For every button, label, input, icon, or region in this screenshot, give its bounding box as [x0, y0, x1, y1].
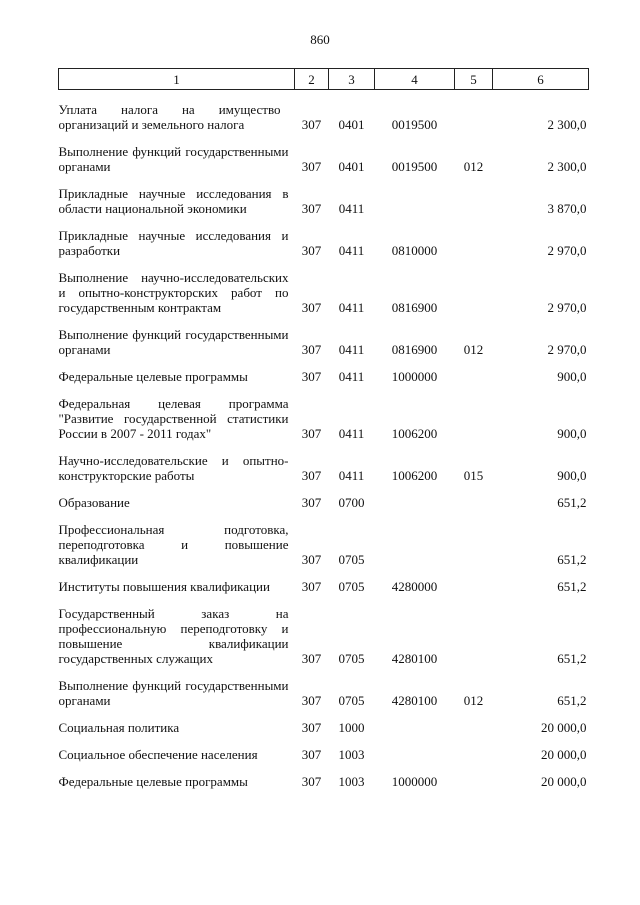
row-cs	[375, 516, 455, 573]
row-ved: 307	[301, 747, 322, 762]
column-header: 4	[375, 69, 455, 90]
table-row	[59, 489, 589, 516]
row-ved: 307	[301, 369, 322, 384]
row-rz: 1000	[338, 720, 365, 735]
row-vr: 015	[463, 468, 484, 483]
row-ved: 307	[301, 117, 322, 132]
table-row	[59, 90, 589, 139]
table-row	[59, 714, 589, 741]
row-rz: 0411	[338, 201, 365, 216]
row-name: Федеральная целевая программа "Развитие государственной статистики России в 2007 - 2011 годах"	[58, 396, 289, 441]
row-sum: 651,2	[557, 693, 587, 708]
row-ved: 307	[301, 774, 322, 789]
row-ved: 307	[301, 552, 322, 567]
row-ved: 307	[301, 693, 322, 708]
table-row	[59, 672, 589, 714]
row-vr: 012	[463, 342, 484, 357]
row-rz: 0401	[338, 159, 365, 174]
column-header: 6	[493, 69, 589, 90]
table-row	[59, 516, 589, 573]
row-cs	[375, 714, 455, 741]
column-header: 3	[329, 69, 375, 90]
column-header: 5	[455, 69, 493, 90]
row-cs: 1006200	[391, 468, 438, 483]
row-name: Государственный заказ на профессиональную переподготовку и повышение квалификации государственных служащих	[58, 606, 289, 666]
row-cs: 4280100	[391, 651, 438, 666]
row-sum: 900,0	[557, 468, 587, 483]
row-vr	[455, 516, 493, 573]
row-vr	[455, 222, 493, 264]
table-row	[59, 138, 589, 180]
row-rz: 0411	[338, 468, 365, 483]
row-ved: 307	[301, 201, 322, 216]
row-sum: 2 300,0	[547, 117, 587, 132]
row-vr	[455, 600, 493, 672]
table-row	[59, 264, 589, 321]
row-rz: 0705	[338, 693, 365, 708]
budget-table	[58, 68, 589, 795]
row-sum: 900,0	[557, 369, 587, 384]
row-sum: 3 870,0	[547, 201, 587, 216]
row-name: Федеральные целевые программы	[58, 774, 248, 789]
row-vr	[455, 489, 493, 516]
row-sum: 651,2	[557, 495, 587, 510]
row-rz: 0411	[338, 300, 365, 315]
row-cs	[375, 489, 455, 516]
row-sum: 900,0	[557, 426, 587, 441]
row-sum: 651,2	[557, 579, 587, 594]
row-name: Образование	[58, 495, 130, 510]
row-name: Выполнение функций государственными органами	[58, 327, 289, 357]
row-ved: 307	[301, 495, 322, 510]
row-rz: 0411	[338, 369, 365, 384]
row-ved: 307	[301, 300, 322, 315]
row-rz: 0401	[338, 117, 365, 132]
table-row	[59, 321, 589, 363]
row-cs: 4280100	[391, 693, 438, 708]
row-cs: 0019500	[391, 117, 438, 132]
row-cs: 4280000	[391, 579, 438, 594]
table-row	[59, 600, 589, 672]
row-ved: 307	[301, 468, 322, 483]
row-rz: 0705	[338, 651, 365, 666]
row-rz: 0411	[338, 342, 365, 357]
table-row	[59, 573, 589, 600]
row-rz: 0705	[338, 579, 365, 594]
table-row	[59, 390, 589, 447]
row-sum: 651,2	[557, 552, 587, 567]
row-cs: 1000000	[391, 369, 438, 384]
row-name: Федеральные целевые программы	[58, 369, 248, 384]
row-ved: 307	[301, 720, 322, 735]
table-row	[59, 447, 589, 489]
row-vr	[455, 90, 493, 139]
header-row	[59, 69, 589, 90]
row-name: Научно-исследовательские и опытно-конструкторские работы	[58, 453, 289, 483]
row-name: Прикладные научные исследования в области национальной экономики	[58, 186, 289, 216]
row-rz: 0411	[338, 426, 365, 441]
row-rz: 0411	[338, 243, 365, 258]
table-row	[59, 363, 589, 390]
row-ved: 307	[301, 579, 322, 594]
column-header: 2	[295, 69, 329, 90]
row-cs: 0816900	[391, 300, 438, 315]
row-vr	[455, 573, 493, 600]
row-ved: 307	[301, 426, 322, 441]
row-cs	[375, 741, 455, 768]
row-cs: 0810000	[391, 243, 438, 258]
row-ved: 307	[301, 159, 322, 174]
table-row	[59, 222, 589, 264]
page-number: 860	[310, 32, 330, 47]
row-sum: 20 000,0	[541, 774, 587, 789]
row-rz: 1003	[338, 774, 365, 789]
row-vr: 012	[463, 693, 484, 708]
row-name: Социальная политика	[58, 720, 180, 735]
row-sum: 2 300,0	[547, 159, 587, 174]
row-vr	[455, 390, 493, 447]
row-name: Выполнение функций государственными органами	[58, 678, 289, 708]
row-ved: 307	[301, 243, 322, 258]
row-rz: 1003	[338, 747, 365, 762]
row-cs: 0816900	[391, 342, 438, 357]
row-vr	[455, 714, 493, 741]
row-name: Институты повышения квалификации	[58, 579, 270, 594]
table-row	[59, 180, 589, 222]
row-ved: 307	[301, 651, 322, 666]
table-row	[59, 768, 589, 795]
row-name: Профессиональная подготовка, переподготовка и повышение квалификации	[58, 522, 289, 567]
row-vr	[455, 363, 493, 390]
row-vr	[455, 768, 493, 795]
row-sum: 2 970,0	[547, 342, 587, 357]
row-sum: 651,2	[557, 651, 587, 666]
row-sum: 20 000,0	[541, 720, 587, 735]
row-name: Выполнение научно-исследовательских и опытно-конструкторских работ по государственным контрактам	[58, 270, 289, 315]
row-vr	[455, 741, 493, 768]
row-cs: 0019500	[391, 159, 438, 174]
row-rz: 0705	[338, 552, 365, 567]
row-vr	[455, 264, 493, 321]
table-row	[59, 741, 589, 768]
row-sum: 20 000,0	[541, 747, 587, 762]
row-sum: 2 970,0	[547, 300, 587, 315]
row-cs: 1006200	[391, 426, 438, 441]
row-cs: 1000000	[391, 774, 438, 789]
row-name: Социальное обеспечение населения	[58, 747, 258, 762]
row-name: Прикладные научные исследования и разработки	[58, 228, 289, 258]
row-rz: 0700	[338, 495, 365, 510]
row-vr	[455, 180, 493, 222]
row-cs	[375, 180, 455, 222]
column-header: 1	[59, 69, 295, 90]
row-name: Выполнение функций государственными органами	[58, 144, 289, 174]
row-sum: 2 970,0	[547, 243, 587, 258]
row-vr: 012	[463, 159, 484, 174]
row-ved: 307	[301, 342, 322, 357]
row-name: Уплата налога на имущество организаций и земельного налога	[58, 102, 281, 132]
